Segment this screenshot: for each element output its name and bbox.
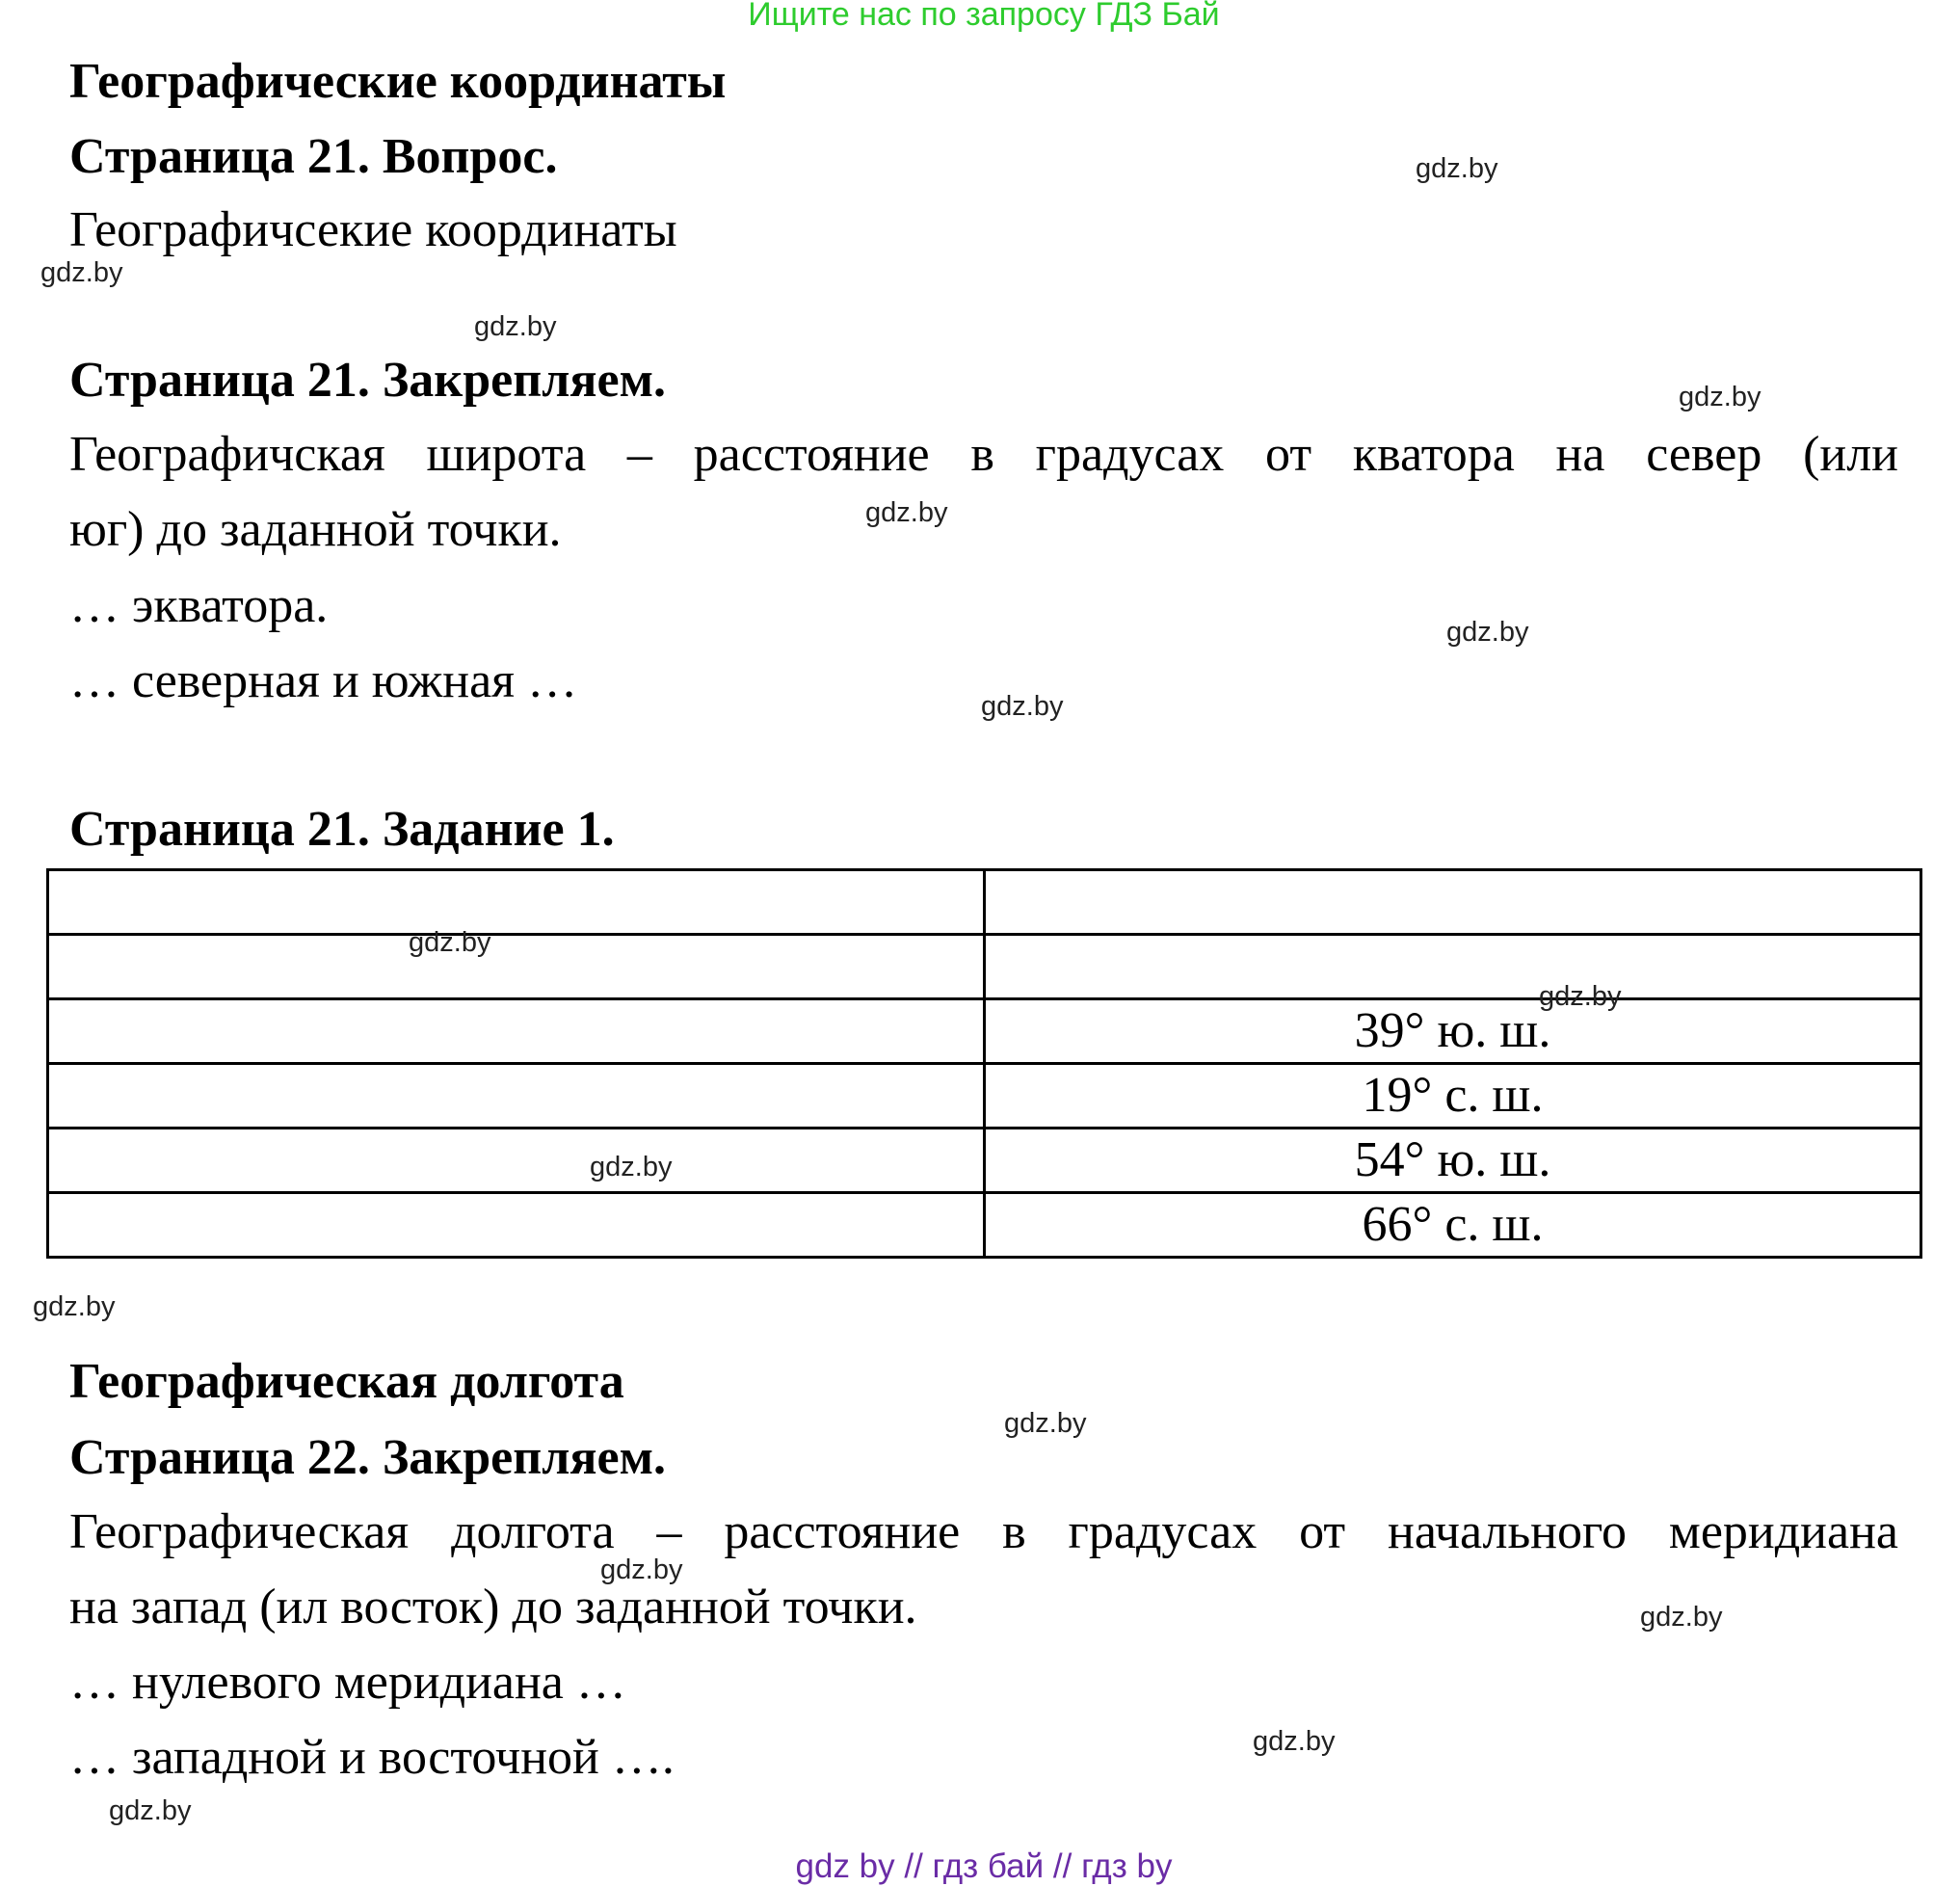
watermark: gdz.by	[590, 1152, 673, 1182]
footer-links[interactable]: gdz by // гдз бай // гдз by	[795, 1847, 1173, 1885]
answer-line-prime-meridian: … нулевого меридиана …	[69, 1655, 626, 1710]
question-answer: Географичсекие координаты	[69, 202, 677, 257]
watermark: gdz.by	[865, 497, 948, 528]
question-heading: Страница 21. Вопрос.	[69, 129, 558, 184]
answer-line-west-east: … западной и восточной ….	[69, 1730, 675, 1785]
table-cell	[48, 1193, 985, 1258]
latitude-definition-line2: юг) до заданной точки.	[69, 502, 562, 557]
task-heading: Страница 21. Задание 1.	[69, 802, 615, 857]
watermark: gdz.by	[409, 927, 491, 958]
latitude-value: 39° ю. ш.	[985, 999, 1921, 1064]
latitude-definition-line1: Географичская широта – расстояние в градусах от кватора на север (или	[69, 427, 1898, 482]
table-row	[48, 999, 1921, 1064]
longitude-definition-line2: на запад (ил восток) до заданной точки.	[69, 1580, 917, 1634]
watermark: gdz.by	[1416, 153, 1498, 184]
table-row	[48, 1129, 1921, 1193]
watermark: gdz.by	[1253, 1726, 1336, 1757]
table-cell	[48, 870, 985, 935]
reinforce-heading: Страница 21. Закрепляем.	[69, 353, 667, 408]
latitude-value: 19° с. ш.	[985, 1064, 1921, 1129]
table-row	[48, 870, 1921, 935]
watermark: gdz.by	[40, 257, 123, 288]
latitude-value: 54° ю. ш.	[985, 1129, 1921, 1193]
watermark: gdz.by	[33, 1291, 116, 1322]
table-cell	[48, 999, 985, 1064]
reinforce2-heading: Страница 22. Закрепляем.	[69, 1430, 667, 1485]
table-cell	[48, 1064, 985, 1129]
table-cell	[985, 870, 1921, 935]
answer-line-hemispheres: … северная и южная …	[69, 653, 578, 708]
table-cell	[48, 935, 985, 999]
watermark: gdz.by	[1640, 1602, 1723, 1633]
search-hint-link[interactable]: Ищите нас по запросу ГДЗ Бай	[748, 0, 1220, 33]
latitude-table	[46, 868, 1922, 1259]
table-row	[48, 935, 1921, 999]
section-title-coordinates: Географические координаты	[69, 54, 727, 109]
watermark: gdz.by	[981, 691, 1064, 722]
watermark: gdz.by	[600, 1554, 683, 1585]
watermark: gdz.by	[1679, 382, 1761, 412]
section-title-longitude: Географическая долгота	[69, 1354, 624, 1409]
watermark: gdz.by	[1004, 1408, 1087, 1439]
longitude-definition-line1: Географическая долгота – расстояние в градусах от начального меридиана	[69, 1504, 1898, 1559]
watermark: gdz.by	[1539, 981, 1622, 1012]
table-cell	[985, 935, 1921, 999]
table-row	[48, 1193, 1921, 1258]
table-cell	[48, 1129, 985, 1193]
latitude-value: 66° с. ш.	[985, 1193, 1921, 1258]
watermark: gdz.by	[109, 1795, 192, 1826]
watermark: gdz.by	[474, 311, 557, 342]
watermark: gdz.by	[1446, 617, 1529, 648]
table-row	[48, 1064, 1921, 1129]
answer-line-equator: … экватора.	[69, 578, 329, 633]
